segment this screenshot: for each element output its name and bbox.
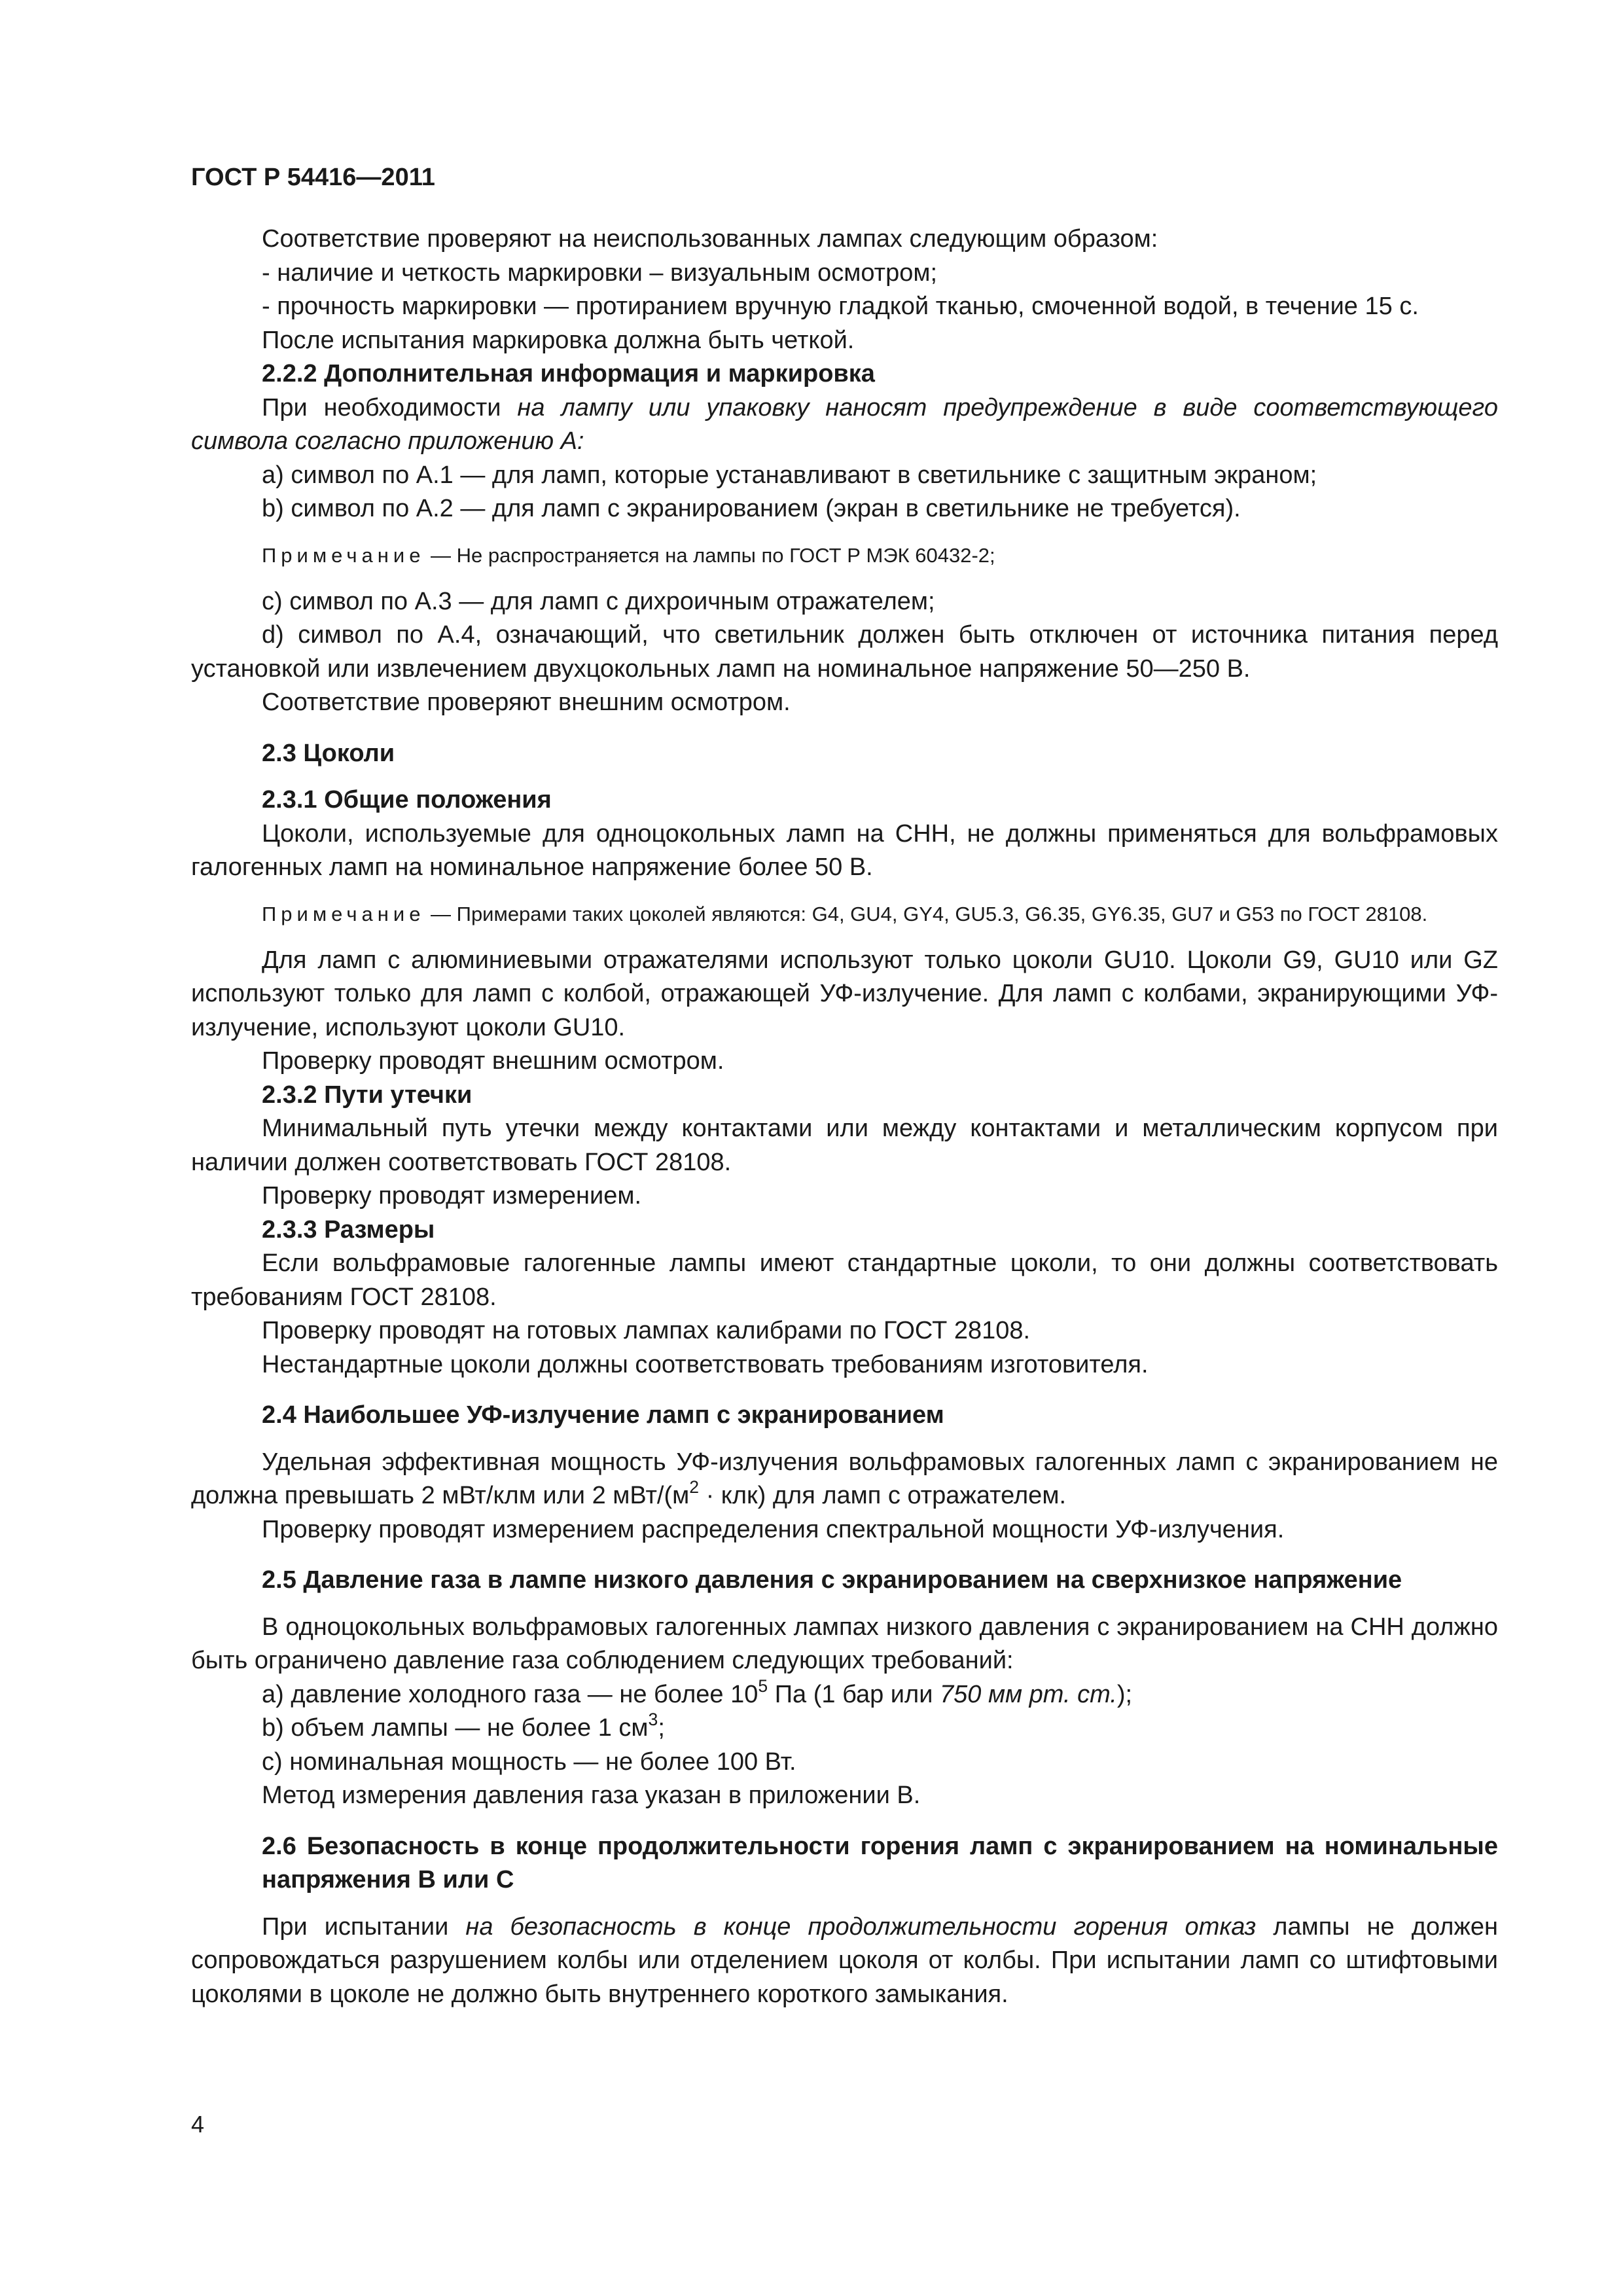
- paragraph: При испытании на безопасность в конце продолжительности горения отказ лампы не должен сопровождаться разрушением колбы или отделением цоколя от колбы. При испытании ламп со штифтовыми цоколями в цоколе не должно быть внутреннего короткого замыкания.: [191, 1912, 1498, 2008]
- list-item: b) символ по А.2 — для ламп с экранированием (экран в светильнике не требуется).: [262, 495, 1241, 522]
- paragraph: После испытания маркировка должна быть четкой.: [262, 326, 855, 354]
- list-item: - наличие и четкость маркировки – визуальным осмотром;: [262, 259, 938, 287]
- paragraph: Соответствие проверяют на неиспользованных лампах следующим образом:: [262, 225, 1158, 253]
- italic-text: на лампу или упаковку наносят предупреждение в виде соответствующего символа согласно приложению А:: [191, 393, 1498, 455]
- section-heading-2-3-3: 2.3.3 Размеры: [262, 1215, 435, 1244]
- paragraph: Проверку проводят на готовых лампах калибрами по ГОСТ 28108.: [262, 1317, 1031, 1344]
- paragraph: Нестандартные цоколи должны соответствовать требованиям изготовителя.: [262, 1350, 1149, 1378]
- paragraph: При необходимости на лампу или упаковку наносят предупреждение в виде соответствующего символа согласно приложению А:: [191, 393, 1498, 455]
- paragraph: Метод измерения давления газа указан в приложении В.: [262, 1782, 921, 1809]
- section-heading-2-3: 2.3 Цоколи: [262, 739, 395, 767]
- note: Примечание — Примерами таких цоколей являются: G4, GU4, GY4, GU5.3, G6.35, GY6.35, GU7 и G53 по ГОСТ 28108.: [262, 902, 1428, 925]
- paragraph: Проверку проводят измерением распределения спектральной мощности УФ-излучения.: [262, 1515, 1285, 1543]
- section-heading-2-6: 2.6 Безопасность в конце продолжительности горения ламп с экранированием на номинальные напряжения В или С: [262, 1832, 1498, 1893]
- section-heading-2-3-1: 2.3.1 Общие положения: [262, 786, 552, 814]
- italic-text: 750 мм рт. ст.: [939, 1680, 1117, 1708]
- paragraph: Для ламп с алюминиевыми отражателями используют только цоколи GU10. Цоколи G9, GU10 или GZ используют только для ламп с колбой, отражающей УФ-излучение. Для ламп с колбами, экранирующими УФ-излучение, используют цоколи GU10.: [191, 946, 1498, 1041]
- note-label: Примечание: [262, 902, 425, 925]
- paragraph: Если вольфрамовые галогенные лампы имеют стандартные цоколи, то они должны соответствовать требованиям ГОСТ 28108.: [191, 1249, 1498, 1311]
- paragraph: Проверку проводят внешним осмотром.: [262, 1047, 724, 1075]
- section-heading-2-5: 2.5 Давление газа в лампе низкого давления с экранированием на сверхнизкое напряжение: [262, 1566, 1402, 1594]
- paragraph: Минимальный путь утечки между контактами или между контактами и металлическим корпусом при наличии должен соответствовать ГОСТ 28108.: [191, 1115, 1498, 1176]
- list-item: b) объем лампы — не более 1 $см^3$;: [262, 1710, 665, 1742]
- section-heading-2-4: 2.4 Наибольшее УФ-излучение ламп с экранированием: [262, 1401, 944, 1429]
- paragraph: Соответствие проверяют внешним осмотром.: [262, 689, 791, 716]
- list-item: d) символ по А.4, означающий, что светильник должен быть отключен от источника питания перед установкой или извлечением двухцокольных ламп на номинальное напряжение 50—250 В.: [191, 621, 1498, 683]
- paragraph: Проверку проводят измерением.: [262, 1182, 642, 1210]
- list-item: a) символ по А.1 — для ламп, которые устанавливают в светильнике с защитным экраном;: [262, 461, 1317, 489]
- paragraph: Удельная эффективная мощность УФ-излучения вольфрамовых галогенных ламп с экранированием не должна превышать 2 мВт/клм или 2 мВт/$(м^2 \cdot клк)$ для ламп с отражателем.: [191, 1448, 1498, 1509]
- page-number: 4: [191, 2111, 205, 2138]
- document-body: [191, 223, 1498, 2011]
- list-item: - прочность маркировки — протиранием вручную гладкой тканью, смоченной водой, в течение 15 с.: [262, 293, 1419, 320]
- list-item: c) символ по А.3 — для ламп с дихроичным отражателем;: [262, 587, 935, 615]
- section-heading-2-3-2: 2.3.2 Пути утечки: [262, 1081, 473, 1109]
- document-header: ГОСТ Р 54416—2011: [191, 164, 435, 191]
- paragraph: В одноцокольных вольфрамовых галогенных лампах низкого давления с экранированием на СНН должно быть ограничено давление газа соблюдением следующих требований:: [191, 1613, 1498, 1674]
- note: Примечание — Не распространяется на лампы по ГОСТ Р МЭК 60432-2;: [262, 543, 995, 567]
- list-item: c) номинальная мощность — не более 100 Вт.: [262, 1748, 796, 1776]
- list-item: a) давление холодного газа — не более $10^5$ Па (1 бар или 750 мм рт. ст.);: [262, 1676, 1133, 1708]
- section-heading-2-2-2: 2.2.2 Дополнительная информация и маркировка: [262, 360, 875, 387]
- italic-text: на безопасность в конце продолжительности горения отказ: [465, 1912, 1257, 1941]
- note-label: Примечание: [262, 543, 425, 567]
- paragraph: Цоколи, используемые для одноцокольных ламп на СНН, не должны применяться для вольфрамовых галогенных ламп на номинальное напряжение более 50 В.: [191, 819, 1498, 881]
